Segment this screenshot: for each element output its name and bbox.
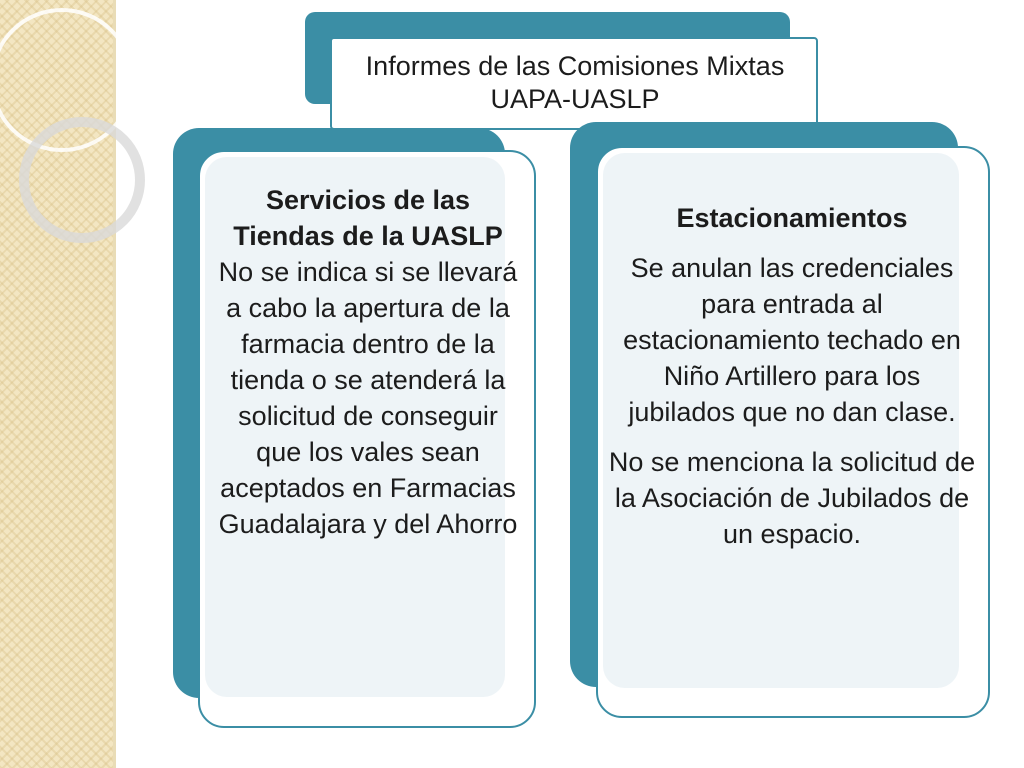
right-box-text xyxy=(608,200,976,552)
decorative-rings xyxy=(0,0,140,300)
right-box-paragraph-2: No se menciona la solicitud de la Asociación de Jubilados de un espacio. xyxy=(608,447,976,549)
right-box-title: Estacionamientos xyxy=(676,203,908,233)
left-box-text xyxy=(212,182,524,542)
left-box-title: Servicios de las Tiendas de la UASLP xyxy=(233,185,503,251)
decorative-ring-small xyxy=(24,122,140,238)
left-box-body: No se indica si se llevará a cabo la apertura de la farmacia dentro de la tienda o se atenderá la solicitud de conseguir que los vales sean aceptados en Farmacias Guadalajara y del Ahorro xyxy=(218,257,518,539)
top-box-title: Informes de las Comisiones Mixtas UAPA-UASLP xyxy=(365,51,785,114)
right-box-paragraph-1: Se anulan las credenciales para entrada al estacionamiento techado en Niño Artillero para los jubilados que no dan clase. xyxy=(623,253,961,427)
top-box-text xyxy=(350,50,800,116)
